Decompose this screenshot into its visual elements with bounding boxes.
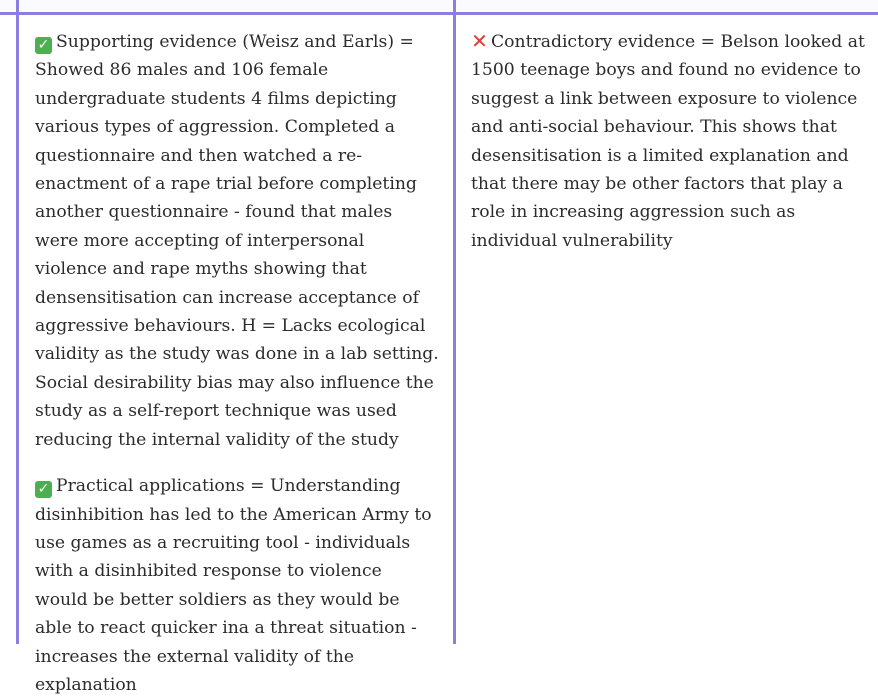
right-cell (471, 28, 871, 255)
check-icon: ✓ (35, 37, 52, 54)
left-cell (35, 28, 439, 699)
table-left-border (16, 0, 19, 644)
contradictory-evidence-text: Contradictory evidence = Belson looked at 1500 teenage boys and found no evidence to suggest a link between exposure to violence and anti-social behaviour. This shows that desensitisation is a limited explanation and that there may be other factors that play a role in increasing aggression such as individual vulnerability (471, 32, 865, 251)
supporting-evidence-paragraph (35, 28, 439, 454)
cross-icon: ✕ (471, 29, 488, 53)
practical-applications-text: Practical applications = Understanding disinhibition has led to the American Army to use games as a recruiting tool - individuals with a disinhibited response to violence would be better soldiers as they would be able to react quicker ina a threat situation - increases the external validity of the explanation (35, 476, 432, 695)
check-icon: ✓ (35, 481, 52, 498)
contradictory-evidence-paragraph (471, 28, 871, 255)
table-column-divider (453, 0, 456, 644)
table-top-border (0, 0, 878, 15)
supporting-evidence-text: Supporting evidence (Weisz and Earls) = Showed 86 males and 106 female undergraduate students 4 films depicting various types of aggression. Completed a questionnaire and then watched a re-enactment of a rape trial before completing another questionnaire - found that males were more accepting of interpersonal violence and rape myths showing that densensitisation can increase acceptance of aggressive behaviours. H = Lacks ecological validity as the study was done in a lab setting. Social desirability bias may also influence the study as a self-report technique was used reducing the internal validity of the study (35, 32, 439, 450)
practical-applications-paragraph (35, 472, 439, 699)
